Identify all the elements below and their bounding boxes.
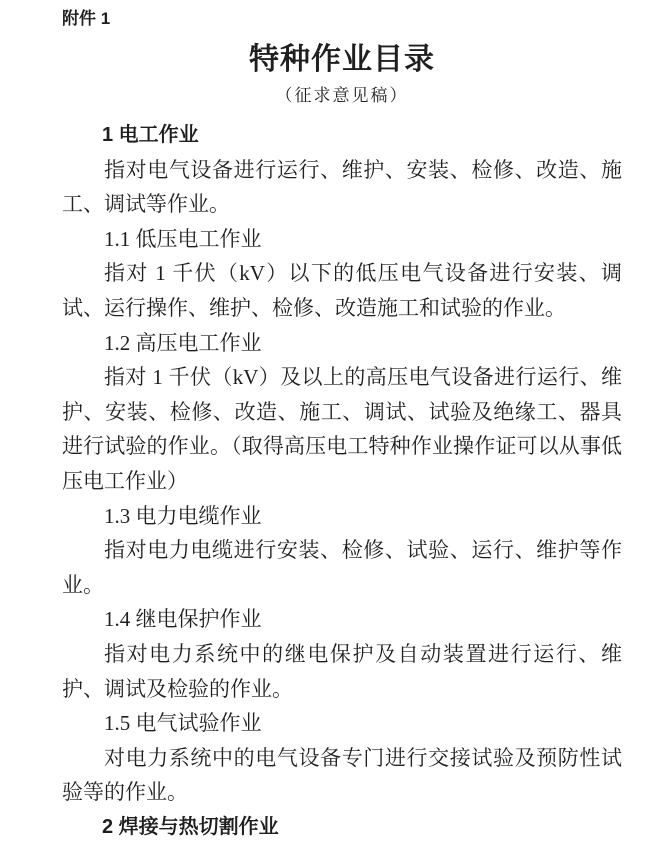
section-2-heading: 2 焊接与热切割作业 <box>102 815 279 838</box>
doc-title: 特种作业目录 <box>249 43 435 76</box>
section-1-1-text: 指对 1 千伏（kV）以下的低压电气设备进行安装、调试、运行操作、维护、检修、改造施工和试验的作业。 <box>62 261 622 320</box>
section-1-4-heading: 1.4 继电保护作业 <box>104 607 262 632</box>
doc-body <box>62 118 622 844</box>
doc-subtitle: （征求意见稿） <box>275 86 409 105</box>
section-1-intro: 指对电气设备进行运行、维护、安装、检修、改造、施工、调试等作业。 <box>62 157 622 217</box>
section-1-2-text: 指对 1 千伏（kV）及以上的高压电气设备进行运行、维护、安装、检修、改造、施工、调试、试验及绝缘工、器具进行试验的作业。（取得高压电工特种作业操作证可以从事低压电工作业） <box>62 365 622 493</box>
section-1-4-text: 指对电力系统中的继电保护及自动装置进行运行、维护、调试及检验的作业。 <box>62 641 622 701</box>
section-1-3-heading: 1.3 电力电缆作业 <box>104 503 262 528</box>
section-1-3-text: 指对电力电缆进行安装、检修、试验、运行、维护等作业。 <box>62 538 622 597</box>
section-1-heading: 1 电工作业 <box>102 124 199 146</box>
attachment-label: 附件 1 <box>62 9 111 28</box>
section-1-1-heading: 1.1 低压电工作业 <box>104 226 262 251</box>
section-1-2-heading: 1.2 高压电工作业 <box>104 330 262 355</box>
section-1-5-heading: 1.5 电气试验作业 <box>104 711 262 736</box>
section-1-5-text: 对电力系统中的电气设备专门进行交接试验及预防性试验等的作业。 <box>62 745 622 805</box>
